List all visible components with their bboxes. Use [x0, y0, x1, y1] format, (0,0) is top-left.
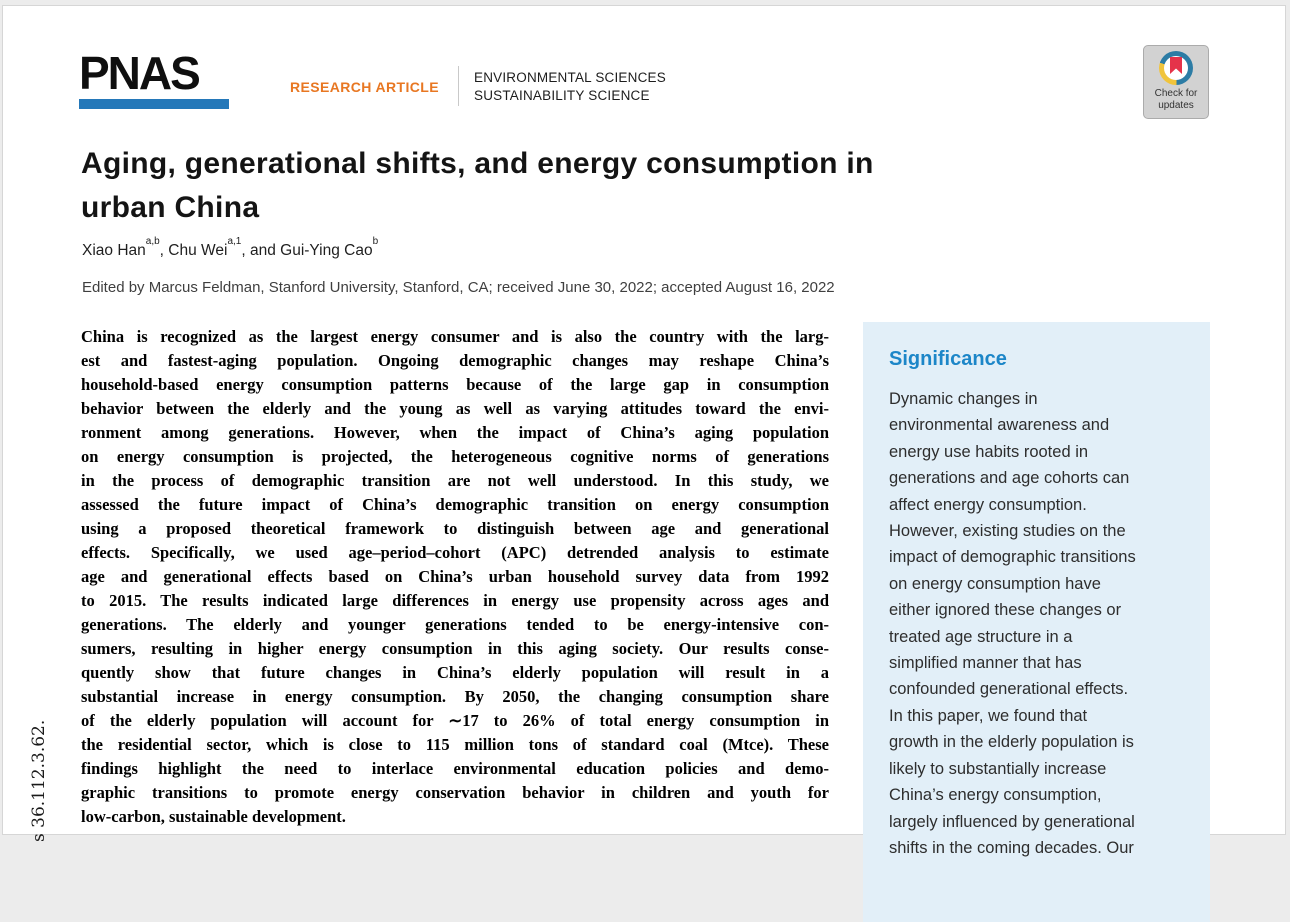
text-line: Dynamic changes in [889, 390, 1038, 408]
header-divider [458, 66, 459, 106]
text-line: low-carbon, sustainable development. [81, 807, 346, 826]
text-line: China is recognized as the largest energy consumer and is also the country with the larg- [81, 327, 829, 346]
text-line: on energy consumption is projected, the heterogeneous cognitive norms of generations [81, 447, 829, 466]
text-line: generations. The elderly and younger generations tended to be energy-intensive con- [81, 615, 829, 634]
authors-byline: Xiao Han$^{a,b}$, Chu Wei$^{a,1}$, and Gui-Ying Cao$^b$ [82, 236, 379, 260]
text-line: affect energy consumption. [889, 495, 1087, 514]
check-badge-label: Check for updates [1154, 88, 1198, 111]
crossmark-icon [1159, 51, 1193, 85]
text-line: confounded generational effects. [889, 680, 1129, 699]
pnas-logo-bar [79, 99, 229, 109]
significance-panel [863, 322, 1210, 922]
bookmark-icon [1170, 57, 1182, 74]
category-environmental-sciences: ENVIRONMENTAL SCIENCES [474, 70, 666, 85]
text-line: However, existing studies on the [889, 522, 1126, 541]
check-for-updates-badge[interactable] [1143, 45, 1209, 119]
text-line: growth in the elderly population is [889, 733, 1134, 752]
text-line: likely to substantially increase [889, 759, 1107, 778]
text-line: behavior between the elderly and the young as well as varying attitudes toward the envi- [81, 399, 829, 418]
author-1-affiliations: a,b [145, 236, 160, 247]
text-line: age and generational effects based on China’s urban household survey data from 1992 [81, 567, 829, 586]
pnas-logo-text: PNAS [79, 47, 199, 99]
author-2: Chu Wei [168, 242, 228, 260]
article-title-line1: Aging, generational shifts, and energy consumption in [81, 147, 874, 180]
text-line: effects. Specifically, we used age–period–cohort (APC) detrended analysis to estimate [81, 543, 829, 562]
text-line: largely influenced by generational [889, 812, 1135, 831]
author-2-affiliations: a,1 [227, 236, 242, 247]
author-1: Xiao Han [82, 242, 146, 260]
text-line: quently show that future changes in China’s elderly population will result in a [81, 663, 829, 682]
author-3-affiliations: b [372, 236, 379, 247]
text-line: using a proposed theoretical framework to distinguish between age and generational [81, 519, 829, 538]
text-line: findings highlight the need to interlace environmental education policies and demo- [81, 759, 829, 778]
text-line: graphic transitions to promote energy conservation behavior in children and youth for [81, 783, 829, 802]
article-title [81, 142, 874, 230]
text-line: simplified manner that has [889, 654, 1082, 673]
text-line: In this paper, we found that [889, 706, 1088, 725]
edited-by-line: Edited by Marcus Feldman, Stanford University, Stanford, CA; received June 30, 2022; accepted August 16, 2022 [82, 279, 835, 296]
text-line: treated age structure in a [889, 627, 1073, 646]
text-line: ronment among generations. However, when the impact of China’s aging population [81, 423, 829, 442]
text-line: of the elderly population will account for ∼17 to 26% of total energy consumption in [81, 711, 829, 730]
significance-text [889, 386, 1184, 861]
pnas-logo [79, 48, 229, 109]
text-line: on energy consumption have [889, 574, 1101, 593]
article-title-line2: urban China [81, 191, 260, 224]
abstract-paragraph [81, 325, 829, 829]
text-line: either ignored these changes or [889, 601, 1122, 620]
text-line: energy use habits rooted in [889, 442, 1089, 461]
text-line: assessed the future impact of China’s demographic transition on energy consumption [81, 495, 829, 514]
subject-categories [474, 69, 666, 105]
paper-page [2, 5, 1286, 857]
text-line: est and fastest-aging population. Ongoing demographic changes may reshape China’s [81, 351, 829, 370]
text-line: substantial increase in energy consumption. By 2050, the changing consumption share [81, 687, 829, 706]
text-line: in the process of demographic transition are not well understood. In this study, we [81, 471, 829, 490]
text-line: to 2015. The results indicated large differences in energy use propensity across ages and [81, 591, 829, 610]
text-line: generations and age cohorts can [889, 469, 1130, 488]
text-line: impact of demographic transitions [889, 548, 1136, 567]
text-line: the residential sector, which is close to 115 million tons of standard coal (Mtce). These [81, 735, 829, 754]
text-line: China’s energy consumption, [889, 786, 1102, 805]
article-type-label: RESEARCH ARTICLE [290, 79, 439, 95]
text-line: environmental awareness and [889, 416, 1110, 435]
text-line: shifts in the coming decades. Our [889, 838, 1134, 857]
text-line: sumers, resulting in higher energy consumption in this aging society. Our results conse- [81, 639, 829, 658]
category-sustainability-science: SUSTAINABILITY SCIENCE [474, 88, 650, 103]
author-3: Gui-Ying Cao [280, 242, 373, 260]
text-line: household-based energy consumption patterns because of the large gap in consumption [81, 375, 829, 394]
significance-heading: Significance [889, 348, 1007, 370]
download-watermark: s 36.112.3.62. [29, 719, 49, 842]
